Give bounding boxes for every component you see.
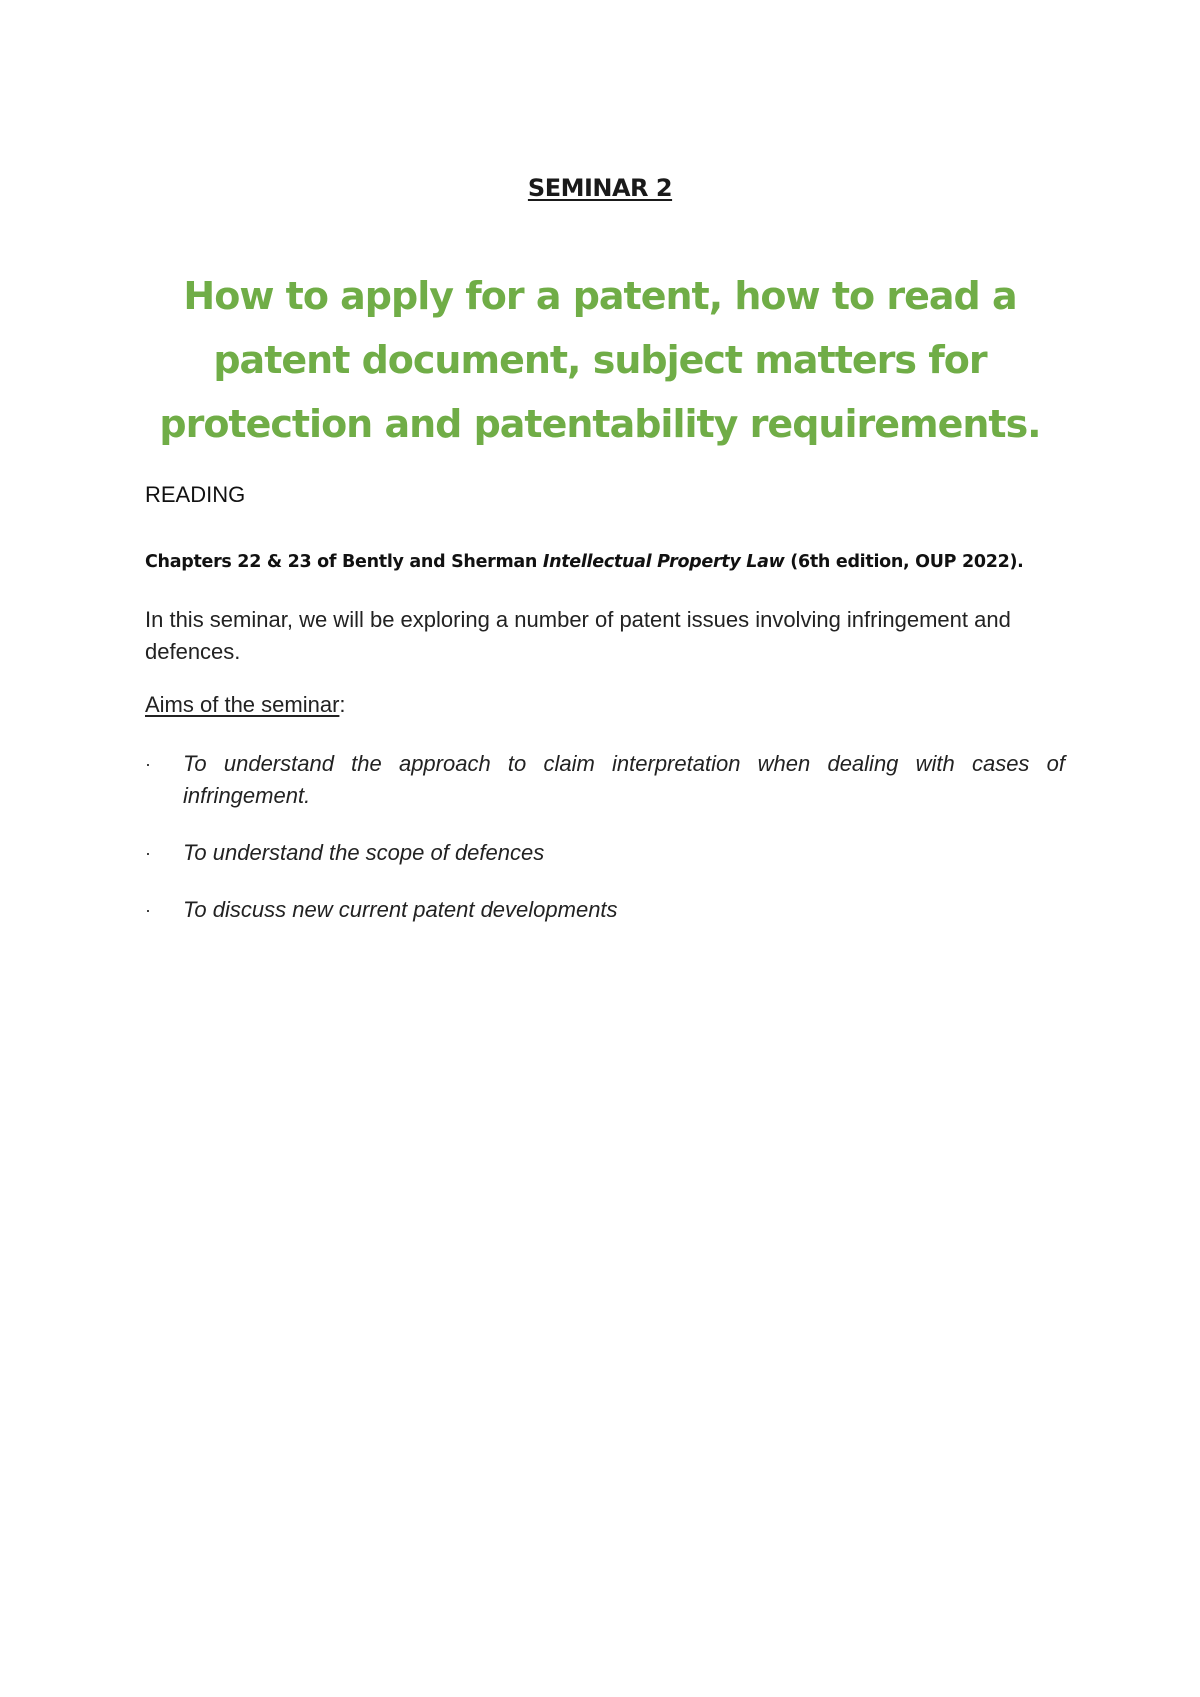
seminar-heading [0, 174, 1200, 202]
aims-heading-colon: : [339, 692, 346, 717]
page-title: How to apply for a patent, how to read a patent document, subject matters for protection and patentability requirements. [159, 274, 1041, 446]
reading-reference-suffix: (6th edition, OUP 2022). [784, 552, 1024, 572]
intro-paragraph: In this seminar, we will be exploring a number of patent issues involving infringement and defences. [145, 607, 1011, 664]
aim-item [145, 837, 1065, 869]
aim-item [145, 748, 1065, 812]
bullet-icon: · [145, 900, 151, 920]
aim-text: To understand the approach to claim interpretation when dealing with cases of infringement. [183, 751, 1065, 808]
reading-reference-prefix: Chapters 22 & 23 of Bently and Sherman [145, 552, 543, 572]
seminar-heading-text: SEMINAR 2 [527, 174, 673, 202]
aims-heading-text: Aims of the seminar [145, 692, 340, 717]
bullet-icon: · [145, 843, 151, 863]
reading-reference [145, 552, 1065, 572]
bullet-icon: · [145, 754, 151, 774]
aims-heading [145, 692, 346, 718]
aims-list [145, 748, 1065, 951]
aim-text: To discuss new current patent developments [183, 897, 618, 922]
book-title: Intellectual Property Law [542, 552, 785, 572]
aim-item [145, 894, 1065, 926]
aim-text: To understand the scope of defences [183, 840, 545, 865]
reading-label: READING [145, 482, 246, 507]
